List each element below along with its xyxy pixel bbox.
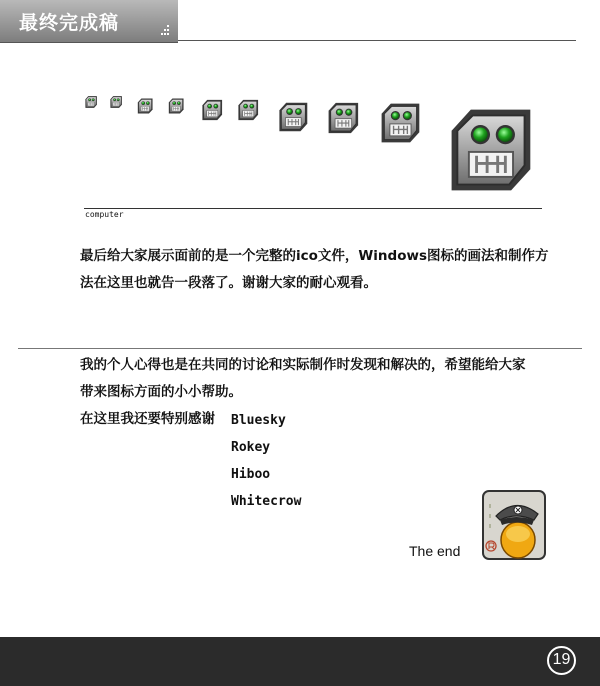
thanks-name: Rokey (231, 440, 271, 455)
thanks-prefix: 在这里我还要特别感谢 (80, 411, 215, 427)
page-footer (0, 637, 600, 686)
paragraph-line: 法在这里也就告一段落了。谢谢大家的耐心观看。 (80, 275, 377, 291)
computer-icon (273, 100, 313, 134)
section-title: 最终完成稿 (19, 12, 120, 34)
page-number-badge (547, 646, 576, 675)
the-end-text: The end (409, 543, 461, 559)
page-number: 19 (552, 651, 571, 668)
paragraph-line: 带来图标方面的小小帮助。 (80, 384, 242, 400)
paragraph-line: 最后给大家展示面前的是一个完整的ico文件，Windows图标的画法和制作方 (80, 248, 549, 264)
section-header-tab (0, 0, 178, 43)
computer-icon (135, 97, 155, 115)
computer-icon (199, 98, 225, 122)
computer-icon (374, 100, 426, 146)
thanks-name: Whitecrow (231, 494, 302, 509)
icon-strip-label: computer (85, 210, 124, 219)
computer-icon (432, 102, 548, 198)
mascot-avatar-icon (482, 490, 546, 560)
computer-icon (322, 100, 364, 136)
header-divider (178, 40, 576, 41)
thanks-name: Bluesky (231, 413, 286, 428)
computer-icon (235, 98, 261, 122)
thanks-name: Hiboo (231, 467, 271, 482)
icon-strip-divider (84, 208, 542, 209)
computer-icon (109, 95, 123, 109)
section-divider (18, 348, 582, 349)
paragraph-line: 我的个人心得也是在共同的讨论和实际制作时发现和解决的，希望能给大家 (80, 357, 526, 373)
dots-decoration-icon (157, 25, 171, 37)
computer-icon (84, 95, 98, 109)
personal-note-paragraph (80, 352, 560, 406)
closing-paragraph (80, 243, 560, 297)
computer-icon (166, 97, 186, 115)
